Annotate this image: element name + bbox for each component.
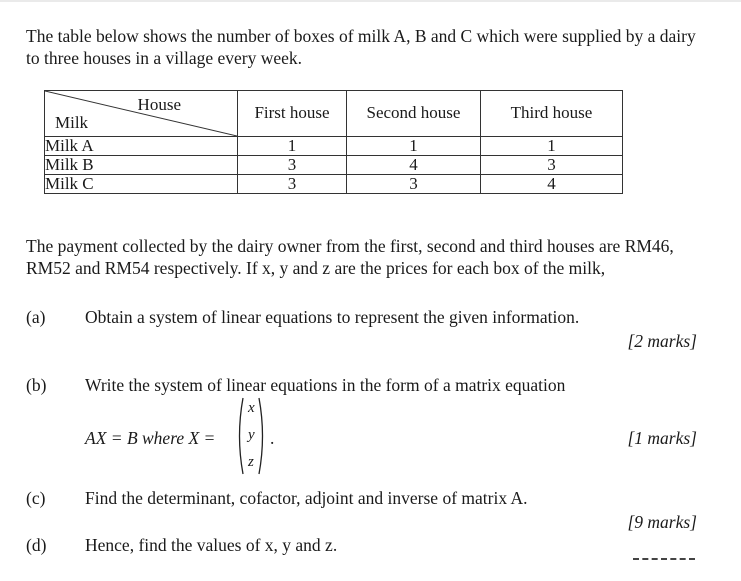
table-header-row <box>45 91 623 137</box>
matrix-equation: AX = B where X = <box>85 428 216 448</box>
milk-table <box>44 90 623 194</box>
table-row <box>45 175 623 194</box>
table-cell: 3 <box>347 175 481 194</box>
table-cell: 3 <box>481 156 623 175</box>
table-row <box>45 156 623 175</box>
vector-z: z <box>248 454 254 470</box>
question-c-text: Find the determinant, cofactor, adjoint and inverse of matrix A. <box>85 488 528 508</box>
table-cell: 4 <box>347 156 481 175</box>
question-a-marks: [2 marks] <box>627 331 697 351</box>
vector-y: y <box>248 427 255 443</box>
row-label: Milk B <box>45 156 238 175</box>
question-a-label: (a) <box>26 307 46 327</box>
table-cell: 1 <box>238 137 347 156</box>
intro-text: The table below shows the number of boxes of milk A, B and C which were supplied by a dairy to three houses in a village every week. <box>26 26 696 68</box>
row-label: Milk A <box>45 137 238 156</box>
table-cell: 1 <box>347 137 481 156</box>
corner-milk-label: Milk <box>55 112 89 132</box>
equation-period: . <box>270 428 275 448</box>
corner-house-label: House <box>137 95 181 114</box>
header-third-house: Third house <box>481 91 623 137</box>
question-c-marks: [9 marks] <box>627 512 697 532</box>
vector-x: x <box>248 400 255 416</box>
question-b-text: Write the system of linear equations in the form of a matrix equation <box>85 375 566 395</box>
payment-paragraph: The payment collected by the dairy owner from the first, second and third houses are RM46, RM52 and RM54 respectively. If x, y and z are the prices for each box of the milk, <box>26 236 674 278</box>
table-cell: 3 <box>238 156 347 175</box>
table-cell: 1 <box>481 137 623 156</box>
question-b-label: (b) <box>26 375 47 395</box>
table-row <box>45 137 623 156</box>
table-corner-cell <box>45 91 238 137</box>
table-cell: 4 <box>481 175 623 194</box>
question-b-marks: [1 marks] <box>627 428 697 448</box>
top-divider <box>0 0 741 2</box>
header-first-house: First house <box>238 91 347 137</box>
column-vector <box>234 396 268 476</box>
cutoff-marks-fragment <box>633 558 695 564</box>
header-second-house: Second house <box>347 91 481 137</box>
question-d-text: Hence, find the values of x, y and z. <box>85 535 338 555</box>
question-a-text: Obtain a system of linear equations to represent the given information. <box>85 307 580 327</box>
question-d-label: (d) <box>26 535 47 555</box>
row-label: Milk C <box>45 175 238 194</box>
question-c-label: (c) <box>26 488 46 508</box>
table-cell: 3 <box>238 175 347 194</box>
